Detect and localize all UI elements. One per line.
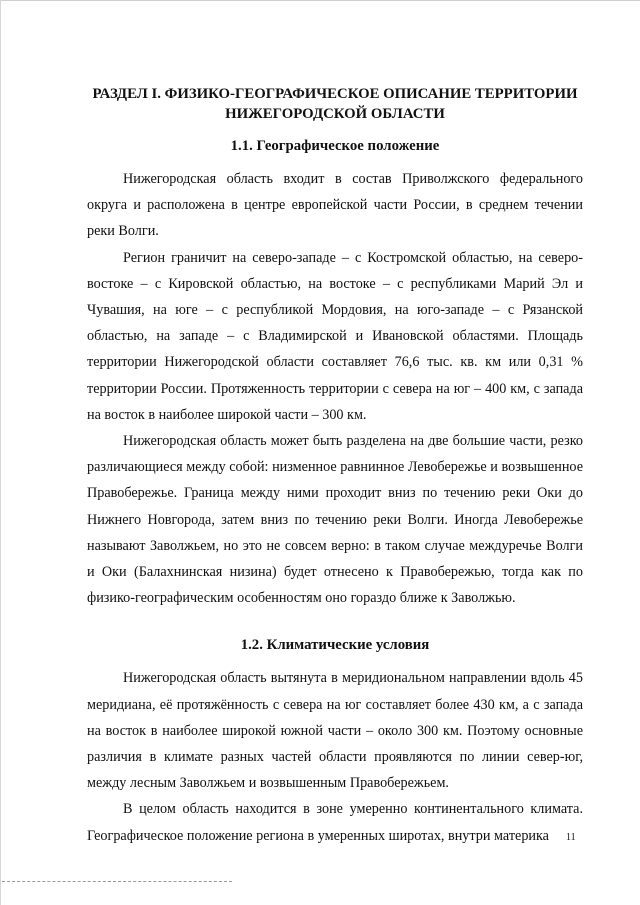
paragraph: В целом область находится в зоне умеренно континентального климата. Географическое положение региона в умеренных широтах, внутри материка bbox=[87, 801, 583, 844]
page-content bbox=[87, 84, 583, 849]
paragraph: Регион граничит на северо-западе – с Костромской областью, на северо-востоке – с Кировской областью, на востоке – с республиками Марий Эл и Чувашия, на юге – с республикой Мордовия, на юго-западе – с Рязанской областью, на западе – с Владимирской и Ивановской областями. Площадь территории Нижегородской области составляет 76,6 тыс. кв. км или 0,31 % территории России. Протяженность территории с севера на юг – 400 км, с запада на восток в наиболее широкой части – 300 км. bbox=[87, 249, 583, 423]
subsection-title-climate: 1.2. Климатические условия bbox=[240, 637, 430, 654]
paragraph: Нижегородская область вытянута в меридиональном направлении вдоль 45 меридиана, её протяжённость с севера на юг составляет более 430 км, а с запада на восток в наиболее широкой южной части – около 300 км. Поэтому основные различия в климате разных частей области проявляются по линии север-юг, между лесным Заволжьем и возвышенным Правобережьем. bbox=[87, 670, 583, 792]
section-heading-line-2: НИЖЕГОРОДСКОЙ ОБЛАСТИ bbox=[225, 106, 445, 122]
paragraph: Нижегородская область может быть разделена на две большие части, резко различающиеся между собой: низменное равнинное Левобережье и возвышенное Правобережье. Граница между ними проходит вниз по течению реки Оки до Нижнего Новгорода, затем вниз по течению реки Волги. Иногда Левобережье называют Заволжьем, но это не совсем верно: в таком случае междуречье Волги и Оки (Балахнинская низина) будет отнесено к Правобережью, тогда как по физико-географическим особенностям оно гораздо ближе к Заволжью. bbox=[87, 433, 583, 607]
scan-bottom-artifact bbox=[2, 881, 232, 882]
page-number: 11 bbox=[566, 832, 576, 843]
paragraph: Нижегородская область входит в состав Приволжского федерального округа и расположена в центре европейской части России, в среднем течении реки Волги. bbox=[87, 171, 583, 240]
scan-top-edge bbox=[0, 0, 640, 1]
section-heading-line-1: РАЗДЕЛ I. ФИЗИКО-ГЕОГРАФИЧЕСКОЕ ОПИСАНИЕ ТЕРРИТОРИИ bbox=[92, 86, 578, 102]
scan-left-edge bbox=[0, 0, 1, 905]
section-heading bbox=[87, 84, 583, 124]
subsection-title-geographic-position: 1.1. Географическое положение bbox=[230, 138, 440, 154]
